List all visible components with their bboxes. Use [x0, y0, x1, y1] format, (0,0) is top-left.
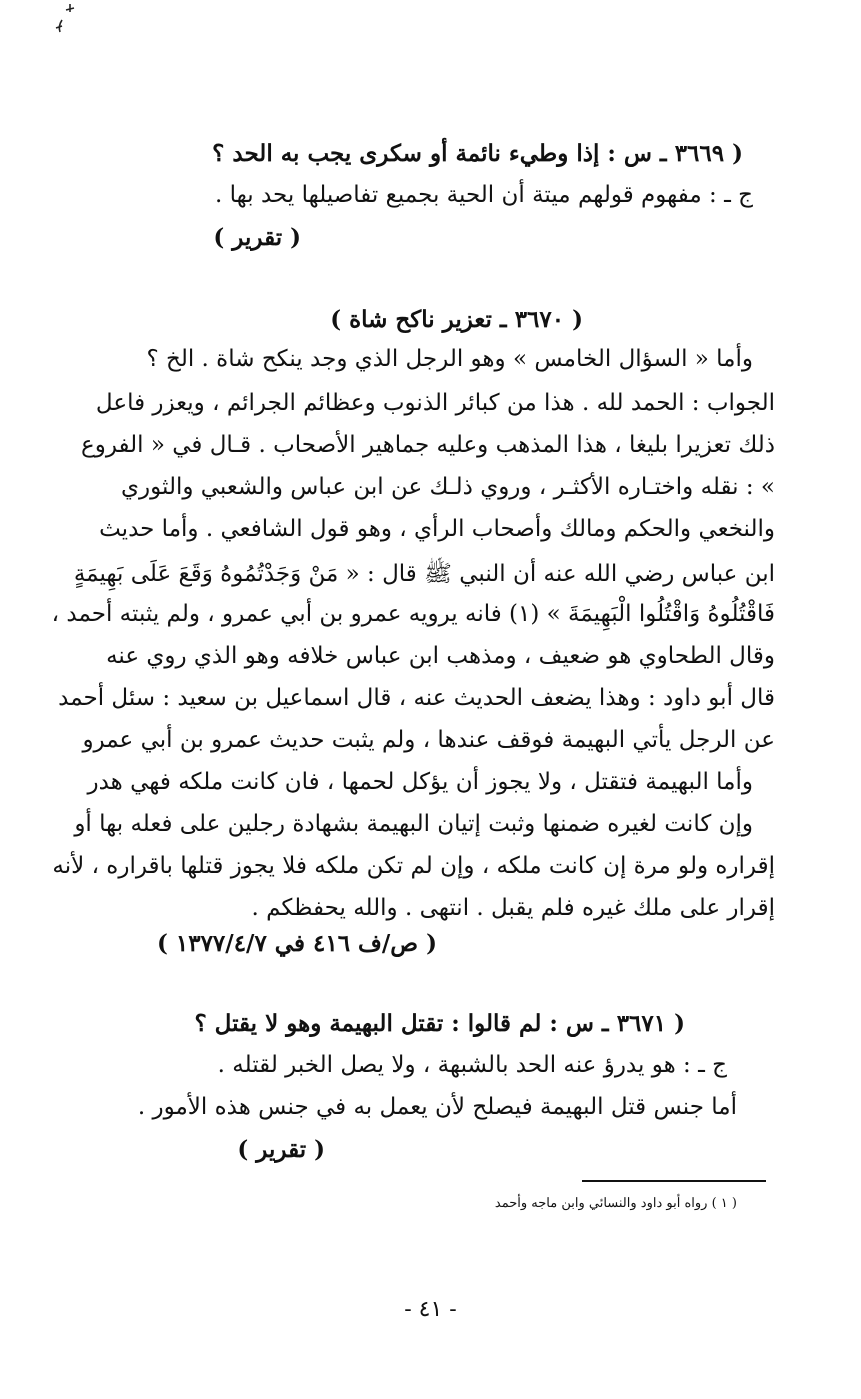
body-line-7: فَاقْتُلُوهُ وَاقْتُلُوا الْبَهِيمَةَ » (١) فانه يرويه عمرو بن أبي عمرو ، ولم يثبته أحمد ،	[51, 601, 775, 627]
source-3669: ( تقرير )	[213, 224, 301, 251]
body-line-9: قال أبو داود : وهذا يضعف الحديث عنه ، قال اسماعيل بن سعيد : سئل أحمد	[58, 685, 775, 711]
body-line-4: » : نقله واختـاره الأكثـر ، وروي ذلـك عن ابن عباس والشعبي والثوري	[121, 474, 775, 500]
body-line-2: الجواب : الحمد لله . هذا من كبائر الذنوب وعظائم الجرائم ، ويعزر فاعل	[95, 390, 775, 416]
question-3671-heading: ( ٣٦٧١ ـ س : لم قالوا : تقتل البهيمة وهو لا يقتل ؟	[194, 1010, 685, 1037]
body-line-10: عن الرجل يأتي البهيمة فوقف عندها ، ولم يثبت حديث عمرو بن أبي عمرو	[82, 727, 775, 753]
answer-3671-line-2: أما جنس قتل البهيمة فيصلح لأن يعمل به في جنس هذه الأمور .	[137, 1094, 737, 1120]
footnote-1: ( ١ ) رواه أبو داود والنسائي وابن ماجه وأحمد	[494, 1196, 737, 1211]
source-3670: ( ص/ف ٤١٦ في ١٣٧٧/٤/٧ )	[156, 930, 437, 957]
body-line-11: وأما البهيمة فتقتل ، ولا يجوز أن يؤكل لحمها ، فان كانت ملكه فهي هدر	[87, 769, 753, 795]
corner-mark-icon	[48, 2, 78, 38]
body-line-8: وقال الطحاوي هو ضعيف ، ومذهب ابن عباس خلافه وهو الذي روي عنه	[106, 643, 775, 669]
body-line-6: ابن عباس رضي الله عنه أن النبي ﷺ قال : « مَنْ وَجَدْتُمُوهُ وَقَعَ عَلَى بَهِيمَةٍ	[73, 561, 775, 587]
page-number: - ٤١ -	[404, 1297, 457, 1322]
body-line-3: ذلك تعزيرا بليغا ، هذا المذهب وعليه جماهير الأصحاب . قـال في « الفروع	[81, 432, 775, 458]
answer-3669: ج ـ : مفهوم قولهم ميتة أن الحية بجميع تفاصيلها يحد بها .	[215, 182, 753, 208]
body-line-12: وإن كانت لغيره ضمنها وثبت إتيان البهيمة بشهادة رجلين على فعله بها أو	[74, 811, 753, 837]
section-3670-heading: ( ٣٦٧٠ ـ تعزير ناكح شاة )	[330, 306, 583, 333]
body-line-1: وأما « السؤال الخامس » وهو الرجل الذي وجد ينكح شاة . الخ ؟	[146, 346, 753, 372]
body-line-13: إقراره ولو مرة إن كانت ملكه ، وإن لم تكن ملكه فلا يجوز قتلها باقراره ، لأنه	[52, 853, 775, 879]
footnote-divider	[582, 1180, 766, 1182]
body-line-5: والنخعي والحكم ومالك وأصحاب الرأي ، وهو قول الشافعي . وأما حديث	[99, 516, 775, 542]
source-3671: ( تقرير )	[237, 1136, 325, 1163]
answer-3671-line-1: ج ـ : هو يدرؤ عنه الحد بالشبهة ، ولا يصل الخبر لقتله .	[217, 1052, 727, 1078]
body-line-14: إقرار على ملك غيره فلم يقبل . انتهى . والله يحفظكم .	[251, 895, 775, 921]
question-3669-heading: ( ٣٦٦٩ ـ س : إذا وطيء نائمة أو سكرى يجب به الحد ؟	[212, 140, 743, 167]
